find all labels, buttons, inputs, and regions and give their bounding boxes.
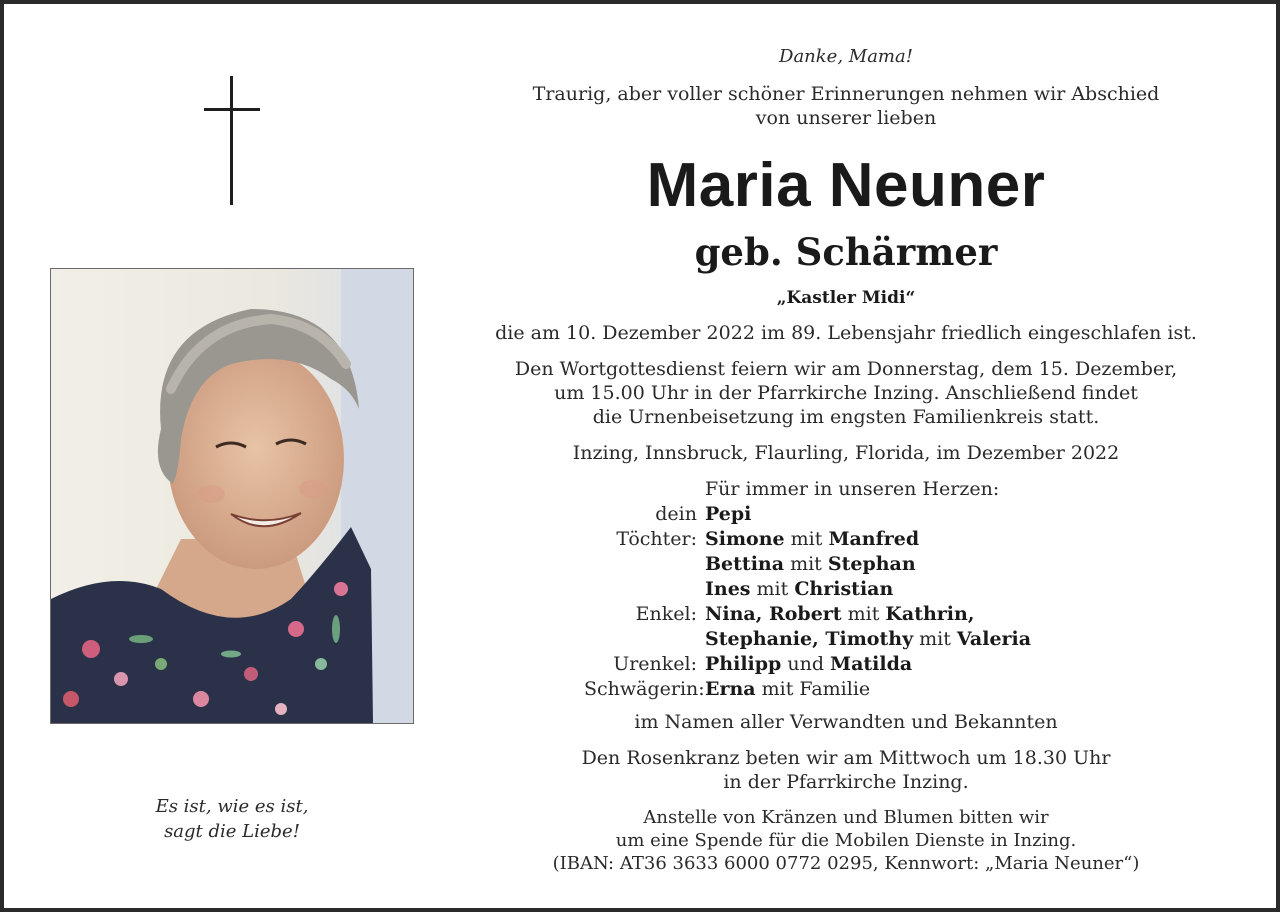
family-row [584,577,1144,602]
deceased-name: Maria Neuner [646,151,1046,220]
family-row-label: Enkel: [635,603,697,625]
family-row-names [705,627,1031,652]
family-row-names [705,502,751,527]
service-line-1: Den Wortgottesdienst feiern wir am Donnerstag, dem 15. Dezember, [514,358,1178,380]
family-member-name: Christian [794,578,894,600]
family-connector: mit [784,528,829,550]
family-row-names [705,677,870,702]
family-row-names [705,602,974,627]
family-row [584,602,1144,627]
family-row-label: Töchter: [616,528,697,550]
family-row [584,627,1144,652]
rosary-line-1: Den Rosenkranz beten wir am Mittwoch um 18.30 Uhr [581,747,1111,769]
family-member-name: Bettina [705,553,785,575]
family-row-label: Schwägerin: [584,678,705,700]
rosary-line-2: in der Pfarrkirche Inzing. [723,771,969,793]
family-row [584,502,1144,527]
family-row [584,552,1144,577]
family-connector: mit [913,628,957,650]
service-line-2: um 15.00 Uhr in der Pfarrkirche Inzing. Anschließend findet [554,382,1138,404]
family-row-label [584,627,705,652]
quote [50,794,414,844]
family-row-names [705,552,916,577]
family-connector: mit [784,553,828,575]
family-connector: mit [841,603,886,625]
family-member-name: Stephan [827,553,916,575]
family-connector: und [781,653,831,675]
birth-name: geb. Schärmer [694,230,998,274]
family-member-name: Nina, Robert [705,603,842,625]
family-row [584,677,1144,702]
family-member-name: Stephanie, Timothy [705,628,914,650]
service-line-3: die Urnenbeisetzung im engsten Familienkreis statt. [592,406,1100,428]
donation-line-1: Anstelle von Kränzen und Blumen bitten wir [643,807,1049,828]
family-row-label [584,552,705,577]
family-row-label: Urenkel: [613,653,697,675]
family-row-names [705,527,919,552]
portrait-photo [50,268,414,724]
family-row-names [705,652,912,677]
family-member-name: Philipp [705,653,782,675]
cross-icon [204,76,260,206]
announcement-text [484,4,1208,916]
family-member-name: Erna [705,678,756,700]
family-row-names [705,577,893,602]
portrait-illustration [51,269,413,723]
family-row [584,527,1144,552]
donation-line-2: um eine Spende für die Mobilen Dienste in Inzing. [615,830,1077,851]
donation-line-3: (IBAN: AT36 3633 6000 0772 0295, Kennwort: „Maria Neuner“) [552,853,1140,874]
family-member-name: Simone [705,528,785,550]
family-member-name: Manfred [828,528,920,550]
family-heading: Für immer in unseren Herzen: [705,478,1000,500]
family-connector: mit Familie [755,678,871,700]
intro-line-1: Traurig, aber voller schöner Erinnerungen nehmen wir Abschied [532,83,1160,105]
quote-line-2: sagt die Liebe! [164,821,300,842]
family-row-label: dein [655,503,697,525]
family-closing: im Namen aller Verwandten und Bekannten [634,711,1058,733]
family-connector: mit [750,578,795,600]
family-member-name: Ines [705,578,751,600]
death-line: die am 10. Dezember 2022 im 89. Lebensjahr friedlich eingeschlafen ist. [495,322,1197,344]
thanks-line: Danke, Mama! [779,46,913,67]
intro-line-2: von unserer lieben [755,107,937,129]
family-row [584,652,1144,677]
family-member-name: Valeria [956,628,1032,650]
family-member-name: Pepi [705,503,752,525]
family-member-name: Kathrin, [885,603,975,625]
place-date: Inzing, Innsbruck, Flaurling, Florida, im Dezember 2022 [572,442,1120,464]
family-member-name: Matilda [830,653,913,675]
family-row-label [584,577,705,602]
quote-line-1: Es ist, wie es ist, [155,796,309,817]
nickname: „Kastler Midi“ [776,288,916,308]
family-list [584,477,1144,702]
